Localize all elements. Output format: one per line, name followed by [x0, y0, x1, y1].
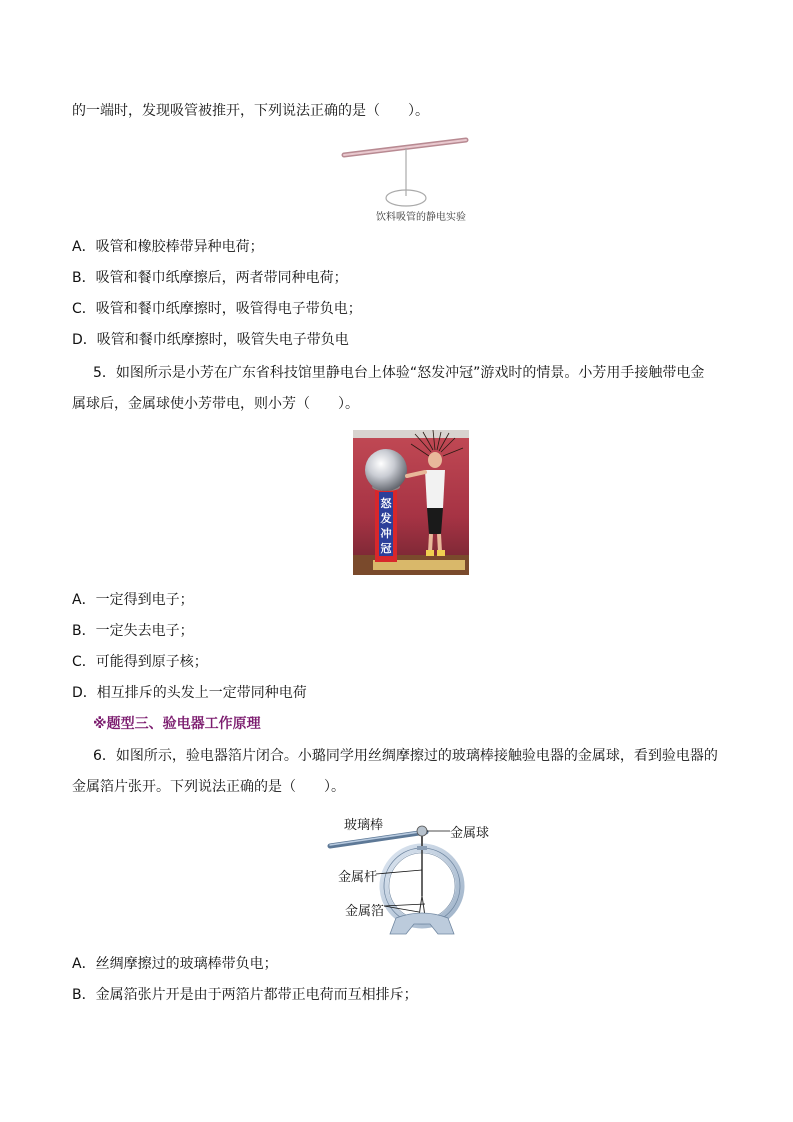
q5-option-d: D．相互排斥的头发上一定带同种电荷 [72, 685, 307, 701]
q5-option-a: A．一定得到电子； [72, 592, 194, 608]
q6-stem-line2: 金属箔片张开。下列说法正确的是（ ）。 [72, 779, 345, 795]
q4-option-a: A．吸管和橡胶棒带异种电荷； [72, 239, 264, 255]
figure-caption: 饮料吸管的静电实验 [376, 212, 466, 223]
q4-option-d: D．吸管和餐巾纸摩擦时，吸管失电子带负电 [72, 332, 349, 348]
q5-option-c: C．可能得到原子核； [72, 654, 208, 670]
section-heading: ※题型三、验电器工作原理 [93, 716, 261, 732]
q4-option-b: B．吸管和餐巾纸摩擦后，两者带同种电荷； [72, 270, 348, 286]
label-glass-rod: 玻璃棒 [344, 818, 384, 833]
electroscope-figure [326, 812, 502, 938]
q4-stem: 的一端时，发现吸管被推开，下列说法正确的是（ ）。 [72, 103, 429, 119]
q5-option-b: B．一定失去电子； [72, 623, 194, 639]
sign-char-2: 发 [380, 512, 392, 525]
sign-char-1: 怒 [380, 497, 392, 510]
q5-stem-line2: 属球后，金属球使小芳带电，则小芳（ ）。 [72, 396, 359, 412]
sign-char-4: 冠 [380, 542, 392, 555]
label-metal-rod: 金属杆 [338, 870, 378, 885]
q6-stem-line1: 6．如图所示，验电器箔片闭合。小璐同学用丝绸摩擦过的玻璃棒接触验电器的金属球，看到验电器的 [93, 748, 718, 764]
straw-experiment-figure [338, 132, 478, 224]
sign-char-3: 冲 [380, 527, 392, 540]
q6-option-a: A．丝绸摩擦过的玻璃棒带负电； [72, 956, 278, 972]
q4-option-c: C．吸管和餐巾纸摩擦时，吸管得电子带负电； [72, 301, 362, 317]
label-metal-foil: 金属箔 [345, 904, 385, 919]
q5-stem-line1: 5．如图所示是小芳在广东省科技馆里静电台上体验“怒发冲冠”游戏时的情景。小芳用手接触带电金 [93, 365, 705, 381]
static-hair-photo [353, 430, 469, 575]
label-metal-ball: 金属球 [450, 826, 490, 841]
q6-option-b: B．金属箔张片开是由于两箔片都带正电荷而互相排斥； [72, 987, 418, 1003]
van-de-graaff-photo [353, 430, 469, 575]
